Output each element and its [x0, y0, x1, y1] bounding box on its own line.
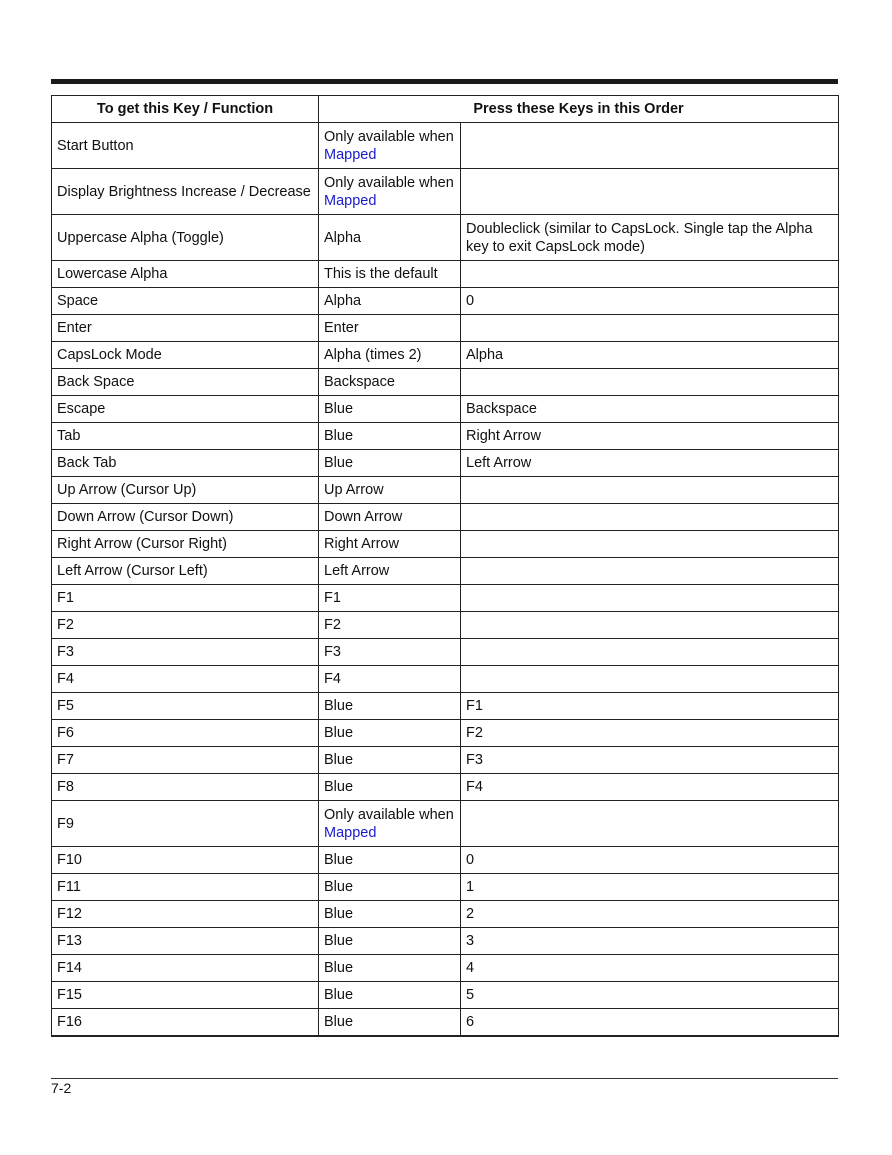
- second-key-cell: 0: [461, 847, 839, 874]
- first-key-cell: Blue: [319, 928, 461, 955]
- first-key-cell: Alpha: [319, 288, 461, 315]
- function-cell: Right Arrow (Cursor Right): [52, 531, 319, 558]
- first-key-cell: F1: [319, 585, 461, 612]
- function-cell: Back Space: [52, 369, 319, 396]
- function-cell: F8: [52, 774, 319, 801]
- table-row: [52, 693, 839, 720]
- function-cell: F15: [52, 982, 319, 1009]
- second-key-cell: [461, 123, 839, 169]
- second-key-cell: [461, 666, 839, 693]
- function-cell: F13: [52, 928, 319, 955]
- first-key-cell: Up Arrow: [319, 477, 461, 504]
- second-key-cell: Backspace: [461, 396, 839, 423]
- function-cell: Uppercase Alpha (Toggle): [52, 215, 319, 261]
- first-key-cell: Blue: [319, 982, 461, 1009]
- table-row: [52, 288, 839, 315]
- function-cell: Lowercase Alpha: [52, 261, 319, 288]
- function-cell: F16: [52, 1009, 319, 1037]
- table-row: [52, 874, 839, 901]
- second-key-cell: F4: [461, 774, 839, 801]
- second-key-cell: Left Arrow: [461, 450, 839, 477]
- mapped-link[interactable]: Mapped: [324, 146, 377, 163]
- second-key-cell: [461, 169, 839, 215]
- table-row: [52, 901, 839, 928]
- second-key-cell: F3: [461, 747, 839, 774]
- first-key-cell: Blue: [319, 847, 461, 874]
- second-key-cell: [461, 801, 839, 847]
- table-row: [52, 801, 839, 847]
- second-key-cell: [461, 531, 839, 558]
- function-cell: F11: [52, 874, 319, 901]
- first-key-cell: F2: [319, 612, 461, 639]
- key-function-table: [51, 95, 839, 1037]
- function-cell: Up Arrow (Cursor Up): [52, 477, 319, 504]
- function-cell: Start Button: [52, 123, 319, 169]
- first-key-cell: This is the default: [319, 261, 461, 288]
- table-row: [52, 531, 839, 558]
- first-key-text: Only available when: [324, 174, 454, 191]
- second-key-cell: 1: [461, 874, 839, 901]
- header-function: To get this Key / Function: [52, 96, 319, 123]
- mapped-link[interactable]: Mapped: [324, 824, 377, 841]
- function-cell: F3: [52, 639, 319, 666]
- table-row: [52, 123, 839, 169]
- table-row: [52, 558, 839, 585]
- second-key-cell: Doubleclick (similar to CapsLock. Single tap the Alpha key to exit CapsLock mode): [461, 215, 839, 261]
- table-row: [52, 396, 839, 423]
- table-header-row: [52, 96, 839, 123]
- function-cell: F4: [52, 666, 319, 693]
- second-key-cell: [461, 504, 839, 531]
- first-key-cell: Backspace: [319, 369, 461, 396]
- first-key-cell: Blue: [319, 396, 461, 423]
- first-key-cell: F3: [319, 639, 461, 666]
- header-rule: [51, 79, 838, 84]
- table-row: [52, 423, 839, 450]
- first-key-cell: Blue: [319, 774, 461, 801]
- first-key-cell: Blue: [319, 901, 461, 928]
- first-key-cell: Alpha (times 2): [319, 342, 461, 369]
- table-row: [52, 720, 839, 747]
- function-cell: Enter: [52, 315, 319, 342]
- function-cell: Escape: [52, 396, 319, 423]
- first-key-cell: [319, 801, 461, 847]
- function-cell: F7: [52, 747, 319, 774]
- second-key-cell: [461, 612, 839, 639]
- second-key-cell: F1: [461, 693, 839, 720]
- second-key-cell: 6: [461, 1009, 839, 1037]
- second-key-cell: [461, 315, 839, 342]
- first-key-cell: Blue: [319, 693, 461, 720]
- table-row: [52, 504, 839, 531]
- function-cell: Back Tab: [52, 450, 319, 477]
- table-row: [52, 369, 839, 396]
- first-key-cell: Blue: [319, 423, 461, 450]
- first-key-cell: Enter: [319, 315, 461, 342]
- first-key-cell: Blue: [319, 1009, 461, 1037]
- page-number: 7-2: [51, 1080, 72, 1096]
- second-key-cell: Alpha: [461, 342, 839, 369]
- first-key-cell: Left Arrow: [319, 558, 461, 585]
- first-key-cell: Blue: [319, 747, 461, 774]
- second-key-cell: [461, 369, 839, 396]
- table-row: [52, 342, 839, 369]
- first-key-cell: [319, 169, 461, 215]
- function-cell: Display Brightness Increase / Decrease: [52, 169, 319, 215]
- second-key-cell: Right Arrow: [461, 423, 839, 450]
- function-cell: F1: [52, 585, 319, 612]
- function-cell: F6: [52, 720, 319, 747]
- table-row: [52, 639, 839, 666]
- function-cell: Left Arrow (Cursor Left): [52, 558, 319, 585]
- table-row: [52, 477, 839, 504]
- first-key-cell: F4: [319, 666, 461, 693]
- function-cell: F10: [52, 847, 319, 874]
- second-key-cell: 3: [461, 928, 839, 955]
- table-row: [52, 450, 839, 477]
- footer-rule: [51, 1078, 838, 1079]
- mapped-link[interactable]: Mapped: [324, 192, 377, 209]
- first-key-cell: Alpha: [319, 215, 461, 261]
- first-key-text: Only available when: [324, 806, 454, 823]
- function-cell: Space: [52, 288, 319, 315]
- table-row: [52, 666, 839, 693]
- table-row: [52, 169, 839, 215]
- table-row: [52, 982, 839, 1009]
- second-key-cell: 5: [461, 982, 839, 1009]
- table-row: [52, 847, 839, 874]
- table-row: [52, 928, 839, 955]
- second-key-cell: 0: [461, 288, 839, 315]
- table-row: [52, 1009, 839, 1037]
- table-row: [52, 315, 839, 342]
- first-key-cell: Blue: [319, 874, 461, 901]
- second-key-cell: [461, 558, 839, 585]
- header-keys: Press these Keys in this Order: [319, 96, 839, 123]
- table-row: [52, 215, 839, 261]
- first-key-cell: Down Arrow: [319, 504, 461, 531]
- second-key-cell: F2: [461, 720, 839, 747]
- function-cell: F14: [52, 955, 319, 982]
- first-key-cell: Blue: [319, 450, 461, 477]
- function-cell: F12: [52, 901, 319, 928]
- function-cell: F9: [52, 801, 319, 847]
- table-row: [52, 612, 839, 639]
- second-key-cell: [461, 261, 839, 288]
- function-cell: F5: [52, 693, 319, 720]
- function-cell: Down Arrow (Cursor Down): [52, 504, 319, 531]
- function-cell: F2: [52, 612, 319, 639]
- first-key-cell: Right Arrow: [319, 531, 461, 558]
- table-row: [52, 747, 839, 774]
- table-row: [52, 955, 839, 982]
- second-key-cell: [461, 639, 839, 666]
- second-key-cell: 2: [461, 901, 839, 928]
- second-key-cell: 4: [461, 955, 839, 982]
- table-row: [52, 261, 839, 288]
- first-key-cell: [319, 123, 461, 169]
- second-key-cell: [461, 477, 839, 504]
- table-row: [52, 774, 839, 801]
- function-cell: Tab: [52, 423, 319, 450]
- first-key-cell: Blue: [319, 720, 461, 747]
- table-row: [52, 585, 839, 612]
- first-key-cell: Blue: [319, 955, 461, 982]
- first-key-text: Only available when: [324, 128, 454, 145]
- function-cell: CapsLock Mode: [52, 342, 319, 369]
- second-key-cell: [461, 585, 839, 612]
